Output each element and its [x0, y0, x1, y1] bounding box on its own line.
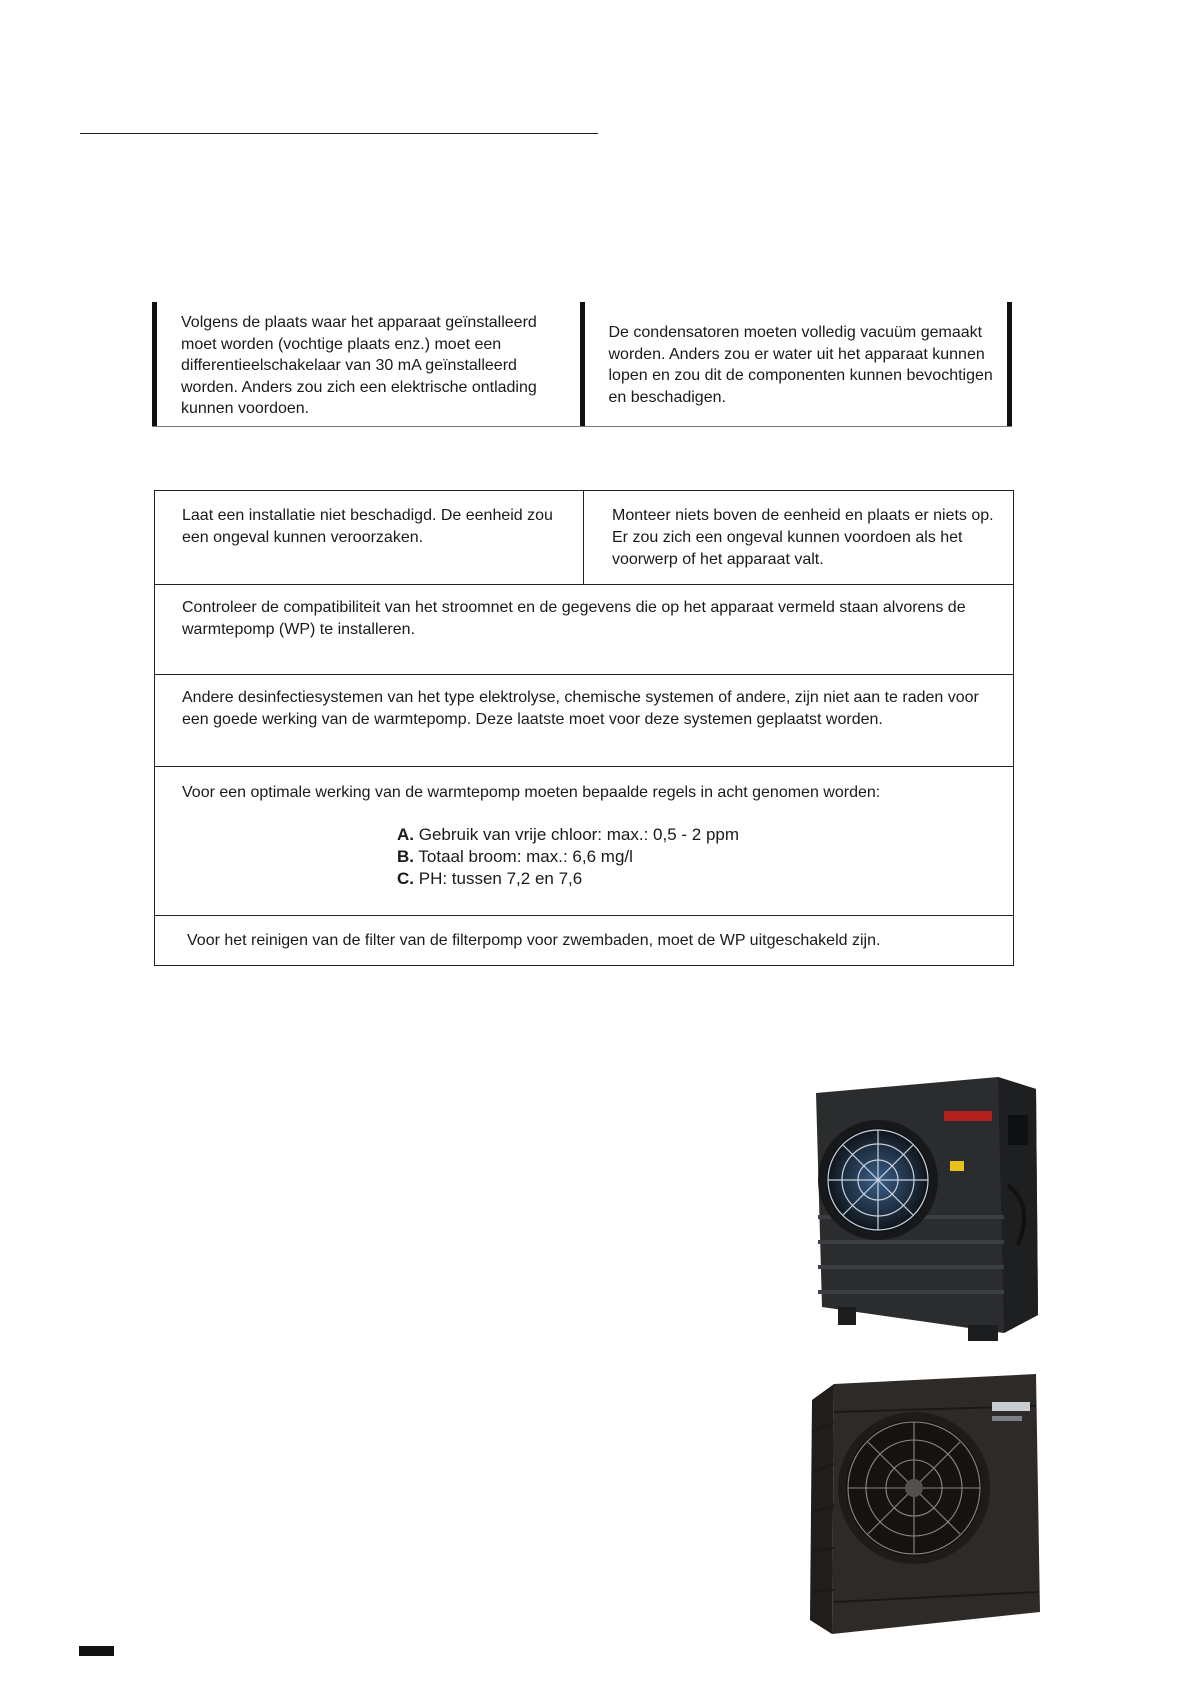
warning-box-top: [152, 302, 1012, 427]
safety-rules-table: [154, 490, 1014, 966]
chem-item-ph: C. PH: tussen 7,2 en 7,6: [397, 869, 583, 888]
chem-item-chlorine: A. Gebruik van vrije chloor: max.: 0,5 - 2 ppm: [397, 825, 740, 844]
heat-pump-photo-2: [804, 1372, 1046, 1640]
rule-nothing-on-top: Monteer niets boven de eenheid en plaats er niets op. Er zou zich een ongeval kunnen voordoen als het voorwerp of het apparaat valt.: [583, 491, 1013, 584]
rule-grid-compatibility: Controleer de compatibiliteit van het stroomnet en de gegevens die op het apparaat vermeld staan alvorens de warmtepomp (WP) te installeren.: [155, 585, 1013, 675]
rule-water-chemistry: [155, 767, 1013, 916]
rules-row-split: [155, 491, 1013, 585]
rule-disinfection-systems: Andere desinfectiesystemen van het type elektrolyse, chemische systemen of andere, zijn niet aan te raden voor een goede werking van de warmtepomp. Deze laatste moet voor deze systemen geplaatst worden.: [155, 675, 1013, 767]
rule-filter-cleaning: Voor het reinigen van de filter van de filterpomp voor zwembaden, moet de WP uitgeschakeld zijn.: [187, 932, 881, 949]
header-rule: [80, 133, 598, 134]
rule-no-damage: Laat een installatie niet beschadigd. De eenheid zou een ongeval kunnen veroorzaken.: [182, 507, 553, 546]
heat-pump-photo-1: [808, 1075, 1046, 1355]
warning-differential-switch: Volgens de plaats waar het apparaat geïnstalleerd moet worden (vochtige plaats enz.) moet een differentieelschakelaar van 30 mA geïnstalleerd worden. Anders zou zich een elektrische ontlading kunnen voordoen.: [152, 302, 585, 426]
chem-item-bromine: B. Totaal broom: max.: 6,6 mg/l: [397, 847, 633, 866]
water-chemistry-list: [397, 824, 993, 890]
page-number-marker: [79, 1646, 114, 1656]
warning-condensers-vacuum: De condensatoren moeten volledig vacuüm gemaakt worden. Anders zou er water uit het apparaat kunnen lopen en zou dit de componenten kunnen bevochtigen en beschadigen.: [585, 302, 1013, 426]
water-chemistry-intro: Voor een optimale werking van de warmtepomp moeten bepaalde regels in acht genomen worden:: [182, 784, 881, 801]
